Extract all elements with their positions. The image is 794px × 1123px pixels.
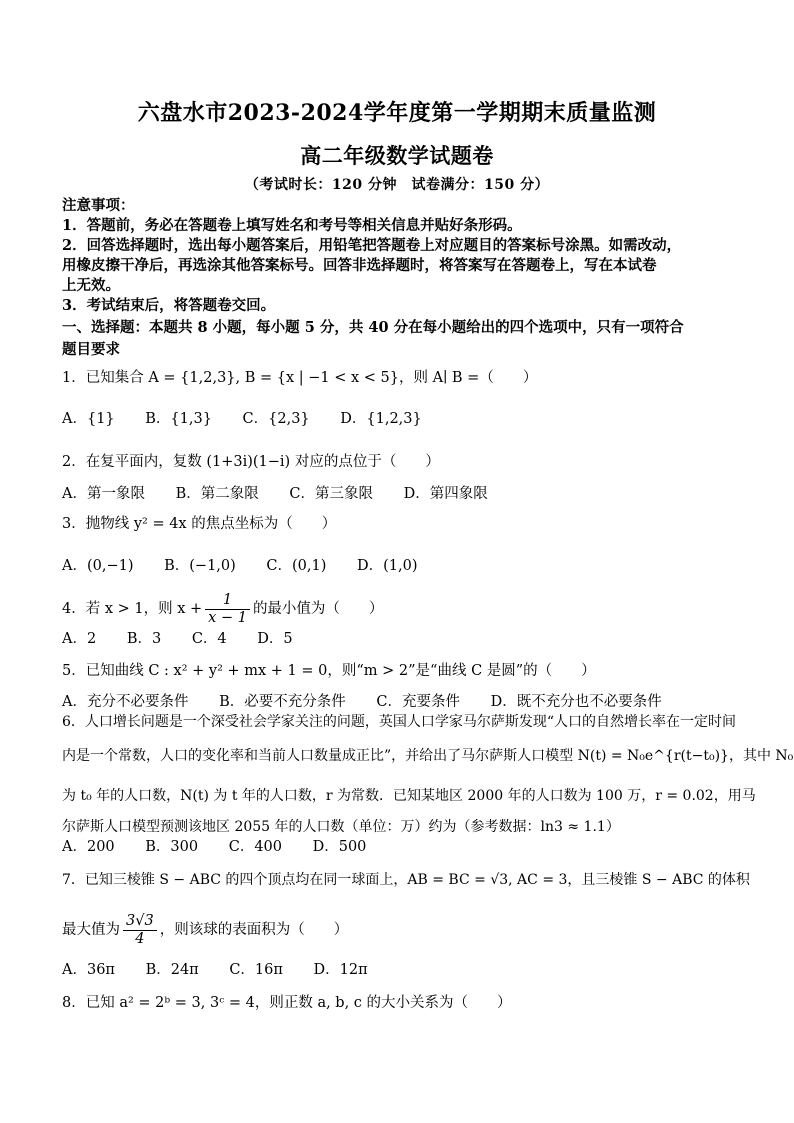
exam-subtitle: 高二年级数学试题卷 [300, 143, 494, 168]
q4-frac-den: x − 1 [208, 609, 247, 626]
exam-title: 六盘水市2023-2024学年度第一学期期末质量监测 [137, 100, 657, 126]
question-6-line-3: 为 t₀ 年的人口数，N(t) 为 t 年的人口数，r 为常数．已知某地区 2000 年的人口数为 100 万，r = 0.02，用马 [62, 788, 756, 804]
option-a: A．2 [62, 631, 97, 647]
option-b: B．{1,3} [145, 411, 212, 427]
question-8-stem: 8．已知 a² = 2ᵇ = 3, 3ᶜ = 4，则正数 a, b, c 的大小关系为（ ） [62, 995, 512, 1011]
question-5-options [62, 692, 738, 712]
note-3: 3．考试结束后，将答题卷交回。 [62, 297, 276, 314]
option-b: B．3 [126, 631, 162, 647]
question-2-stem: 2．在复平面内，复数 (1+3i)(1−i) 对应的点位于（ ） [62, 454, 440, 470]
q7-stem-post: ，则该球的表面积为（ ） [159, 922, 349, 938]
option-a: A．{1} [62, 411, 115, 427]
q4-frac-num: 1 [205, 592, 250, 610]
question-3-stem: 3．抛物线 y² = 4x 的焦点坐标为（ ） [62, 516, 337, 532]
note-2-line-1: 2．回答选择题时，选出每小题答案后，用铅笔把答题卷上对应题目的答案标号涂黑。如需改动， [62, 237, 682, 254]
question-4-stem [62, 589, 738, 629]
option-b: B．(−1,0) [164, 558, 236, 574]
option-c: C．{2,3} [242, 411, 310, 427]
option-b: B．300 [145, 839, 199, 855]
option-d: D．既不充分也不必要条件 [490, 694, 662, 710]
question-7-options [62, 960, 738, 980]
question-6-options [62, 837, 738, 857]
q7-frac-den: 4 [135, 930, 145, 947]
option-c: C．16π [229, 962, 283, 978]
exam-info: （考试时长：120 分钟 试卷满分：150 分） [244, 177, 550, 193]
question-6-line-4: 尔萨斯人口模型预测该地区 2055 年的人口数（单位：万）约为（参考数据：ln3 ≈ 1.1） [62, 819, 620, 835]
option-d: D．(1,0) [356, 558, 418, 574]
option-d: D．5 [257, 631, 293, 647]
question-3-options [62, 556, 738, 576]
note-2-line-3: 上无效。 [62, 277, 120, 294]
option-d: D．500 [312, 839, 367, 855]
option-a: A．第一象限 [62, 486, 145, 502]
q4-fraction [205, 592, 250, 627]
question-7-line-2 [62, 908, 738, 952]
option-a: A．充分不必要条件 [62, 694, 189, 710]
option-c: C．第三象限 [289, 486, 373, 502]
option-b: B．第二象限 [175, 486, 259, 502]
question-1-stem: 1．已知集合 A = {1,2,3}, B = {x | −1 < x < 5}，则 A∣ B =（ ） [62, 370, 538, 386]
option-d: D．第四象限 [403, 486, 488, 502]
option-b: B．必要不充分条件 [219, 694, 346, 710]
option-d: D．12π [313, 962, 368, 978]
notes-heading: 注意事项： [62, 197, 135, 214]
section1-heading-line-2: 题目要求 [62, 341, 120, 358]
option-a: A．36π [62, 962, 115, 978]
option-a: A．(0,−1) [62, 558, 134, 574]
q4-stem-post: 的最小值为（ ） [252, 601, 384, 617]
option-a: A．200 [62, 839, 115, 855]
q7-stem-pre: 最大值为 [62, 922, 120, 938]
question-7-line-1: 7．已知三棱锥 S − ABC 的四个顶点均在同一球面上，AB = BC = √3, AC = 3，且三棱锥 S − ABC 的体积 [62, 872, 750, 888]
option-c: C．(0,1) [266, 558, 327, 574]
question-5-stem: 5．已知曲线 C : x² + y² + mx + 1 = 0，则“m > 2”是“曲线 C 是圆”的（ ） [62, 663, 596, 679]
option-c: C．充要条件 [376, 694, 460, 710]
question-2-options [62, 484, 738, 504]
q7-frac-num: 3√3 [123, 913, 157, 931]
question-4-options [62, 629, 738, 649]
option-c: C．4 [191, 631, 227, 647]
q4-stem-pre: 4．若 x > 1，则 x + [62, 601, 203, 617]
option-d: D．{1,2,3} [340, 411, 422, 427]
q7-fraction [123, 913, 157, 948]
question-6-line-1: 6．人口增长问题是一个深受社会学家关注的问题，英国人口学家马尔萨斯发现“人口的自然增长率在一定时间 [62, 714, 737, 730]
section1-heading-line-1: 一、选择题：本题共 8 小题，每小题 5 分，共 40 分在每小题给出的四个选项中，只有一项符合 [62, 319, 684, 336]
note-1: 1．答题前，务必在答题卷上填写姓名和考号等相关信息并贴好条形码。 [62, 217, 522, 234]
question-6-line-2: 内是一个常数，人口的变化率和当前人口数量成正比”，并给出了马尔萨斯人口模型 N(t) = N₀e^{r(t−t₀)}，其中 N₀ [62, 748, 794, 764]
option-b: B．24π [145, 962, 199, 978]
question-1-options [62, 409, 738, 429]
option-c: C．400 [228, 839, 282, 855]
note-2-line-2: 用橡皮擦干净后，再选涂其他答案标号。回答非选择题时，将答案写在答题卷上，写在本试卷 [62, 257, 657, 274]
